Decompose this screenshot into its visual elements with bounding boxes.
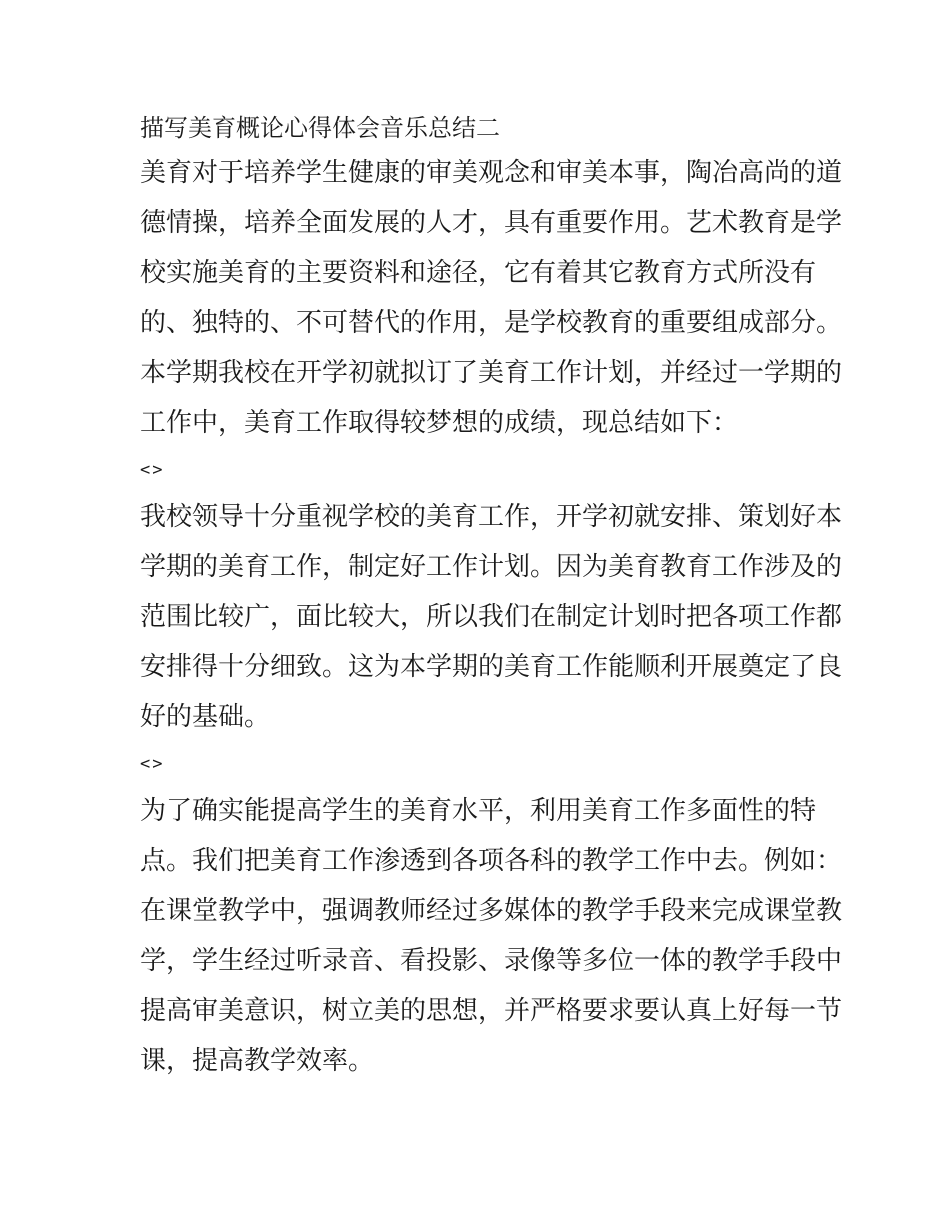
paragraph-line: 校实施美育的主要资料和途径，它有着其它教育方式所没有	[140, 258, 817, 288]
paragraph-line: 美育对于培养学生健康的审美观念和审美本事，陶冶高尚的道	[140, 158, 843, 188]
paragraph-line: 我校领导十分重视学校的美育工作，开学初就安排、策划好本	[140, 502, 843, 532]
paragraph-line: 在课堂教学中，强调教师经过多媒体的教学手段来完成课堂教	[140, 896, 843, 926]
document-title: 描写美育概论心得体会音乐总结二	[140, 114, 500, 142]
paragraph-teaching	[140, 786, 843, 1086]
document-body	[140, 108, 843, 1086]
paragraph-line: 点。我们把美育工作渗透到各项各科的教学工作中去。例如：	[140, 846, 843, 876]
paragraph-line: 安排得十分细致。这为本学期的美育工作能顺利开展奠定了良	[140, 652, 843, 682]
section-marker: <>	[140, 460, 165, 480]
paragraph-line: 的、独特的、不可替代的作用，是学校教育的重要组成部分。	[140, 308, 843, 338]
paragraph-line: 好的基础。	[140, 702, 271, 732]
paragraph-line: 为了确实能提高学生的美育水平，利用美育工作多面性的特	[140, 796, 817, 826]
paragraph-intro	[140, 148, 843, 448]
paragraph-line: 学期的美育工作，制定好工作计划。因为美育教育工作涉及的	[140, 552, 843, 582]
paragraph-line: 范围比较广，面比较大，所以我们在制定计划时把各项工作都	[140, 602, 843, 632]
paragraph-line: 工作中，美育工作取得较梦想的成绩，现总结如下：	[140, 408, 739, 438]
paragraph-line: 本学期我校在开学初就拟订了美育工作计划，并经过一学期的	[140, 358, 843, 388]
paragraph-leadership	[140, 492, 843, 742]
paragraph-line: 提高审美意识，树立美的思想，并严格要求要认真上好每一节	[140, 996, 843, 1026]
paragraph-line: 德情操，培养全面发展的人才，具有重要作用。艺术教育是学	[140, 208, 843, 238]
section-marker: <>	[140, 754, 165, 774]
paragraph-line: 学，学生经过听录音、看投影、录像等多位一体的教学手段中	[140, 946, 843, 976]
paragraph-line: 课，提高教学效率。	[140, 1046, 375, 1076]
